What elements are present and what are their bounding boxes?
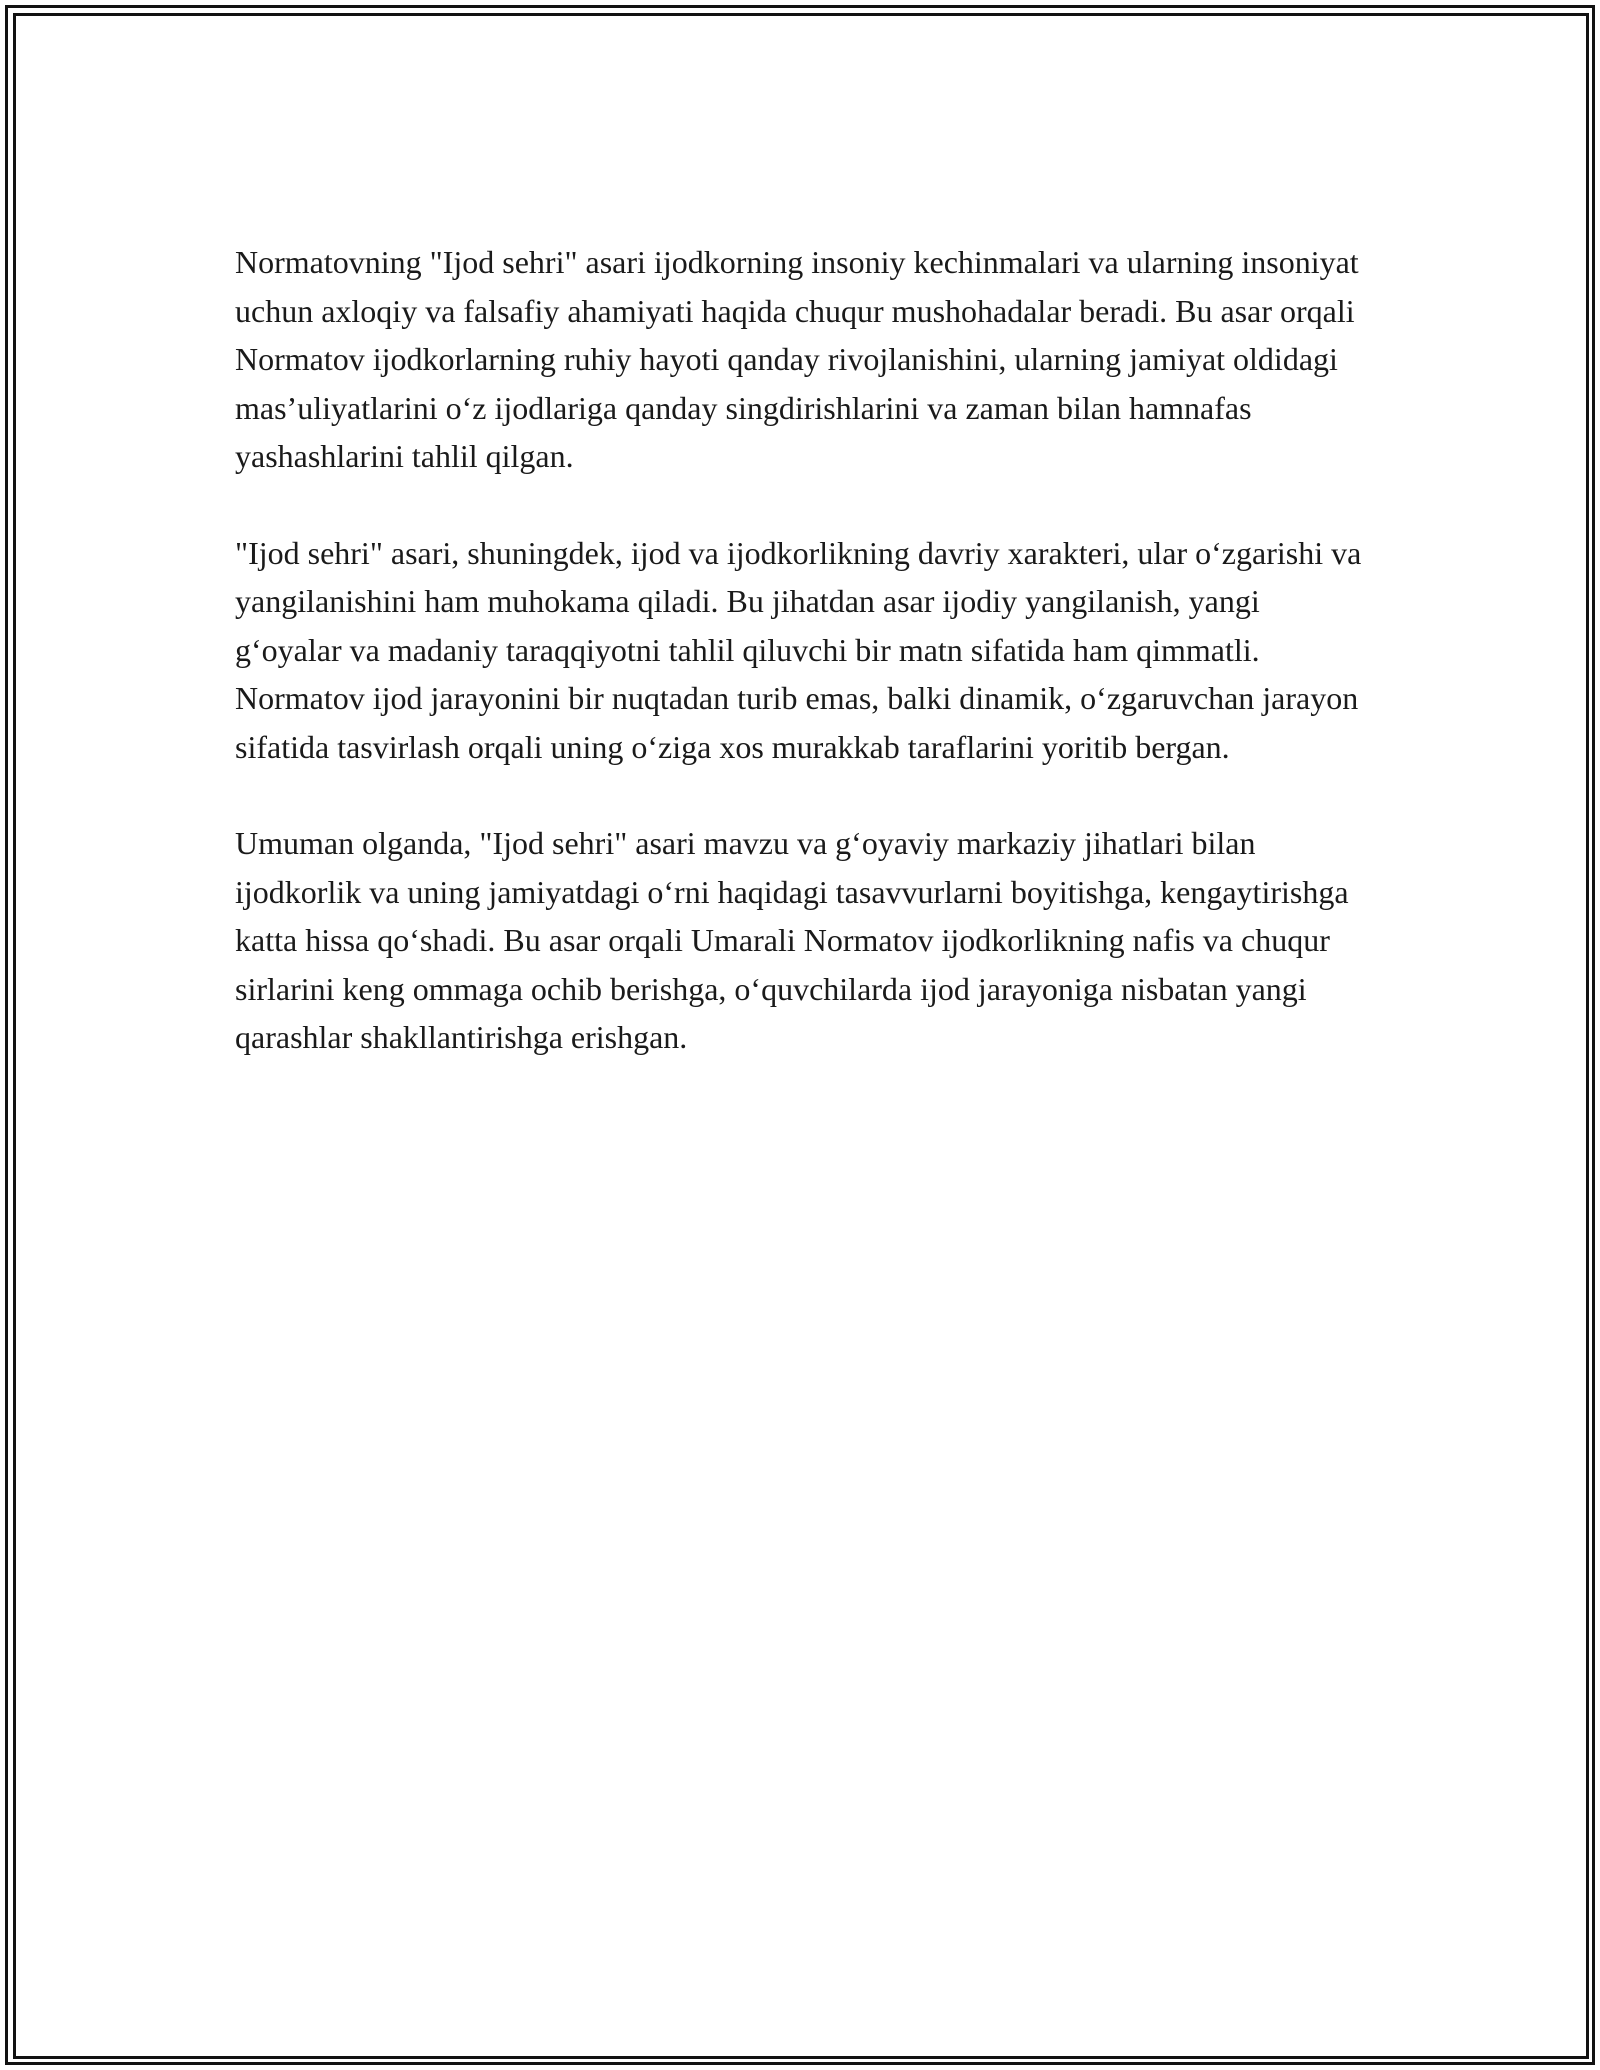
document-body (235, 238, 1365, 1110)
paragraph-2: "Ijod sehri" asari, shuningdek, ijod va ijodkorlikning davriy xarakteri, ular o‘zgarishi va yangilanishini ham muhokama qiladi. Bu jihatdan asar ijodiy yangilanish, yangi g‘oyalar va madaniy taraqqiyotni tahlil qiluvchi bir matn sifatida ham qimmatli. Normatov ijod jarayonini bir nuqtadan turib emas, balki dinamik, o‘zgaruvchan jarayon sifatida tasvirlash orqali uning o‘ziga xos murakkab taraflarini yoritib bergan. (235, 534, 1362, 765)
paragraph-3: Umuman olganda, "Ijod sehri" asari mavzu va g‘oyaviy markaziy jihatlari bilan ijodkorlik va uning jamiyatdagi o‘rni haqidagi tasavvurlarni boyitishga, kengaytirishga katta hissa qo‘shadi. Bu asar orqali Umarali Normatov ijodkorlikning nafis va chuqur sirlarini keng ommaga ochib berishga, o‘quvchilarda ijod jarayoniga nisbatan yangi qarashlar shakllantirishga erishgan. (235, 825, 1349, 1055)
paragraph-1: Normatovning "Ijod sehri" asari ijodkorning insoniy kechinmalari va ularning insoniyat uchun axloqiy va falsafiy ahamiyati haqida chuqur mushohadalar beradi. Bu asar orqali Normatov ijodkorlarning ruhiy hayoti qanday rivojlanishini, ularning jamiyat oldidagi mas’uliyatlarini o‘z ijodlariga qanday singdirishlarini va zaman bilan hamnafas yashashlarini tahlil qilgan. (235, 244, 1359, 474)
